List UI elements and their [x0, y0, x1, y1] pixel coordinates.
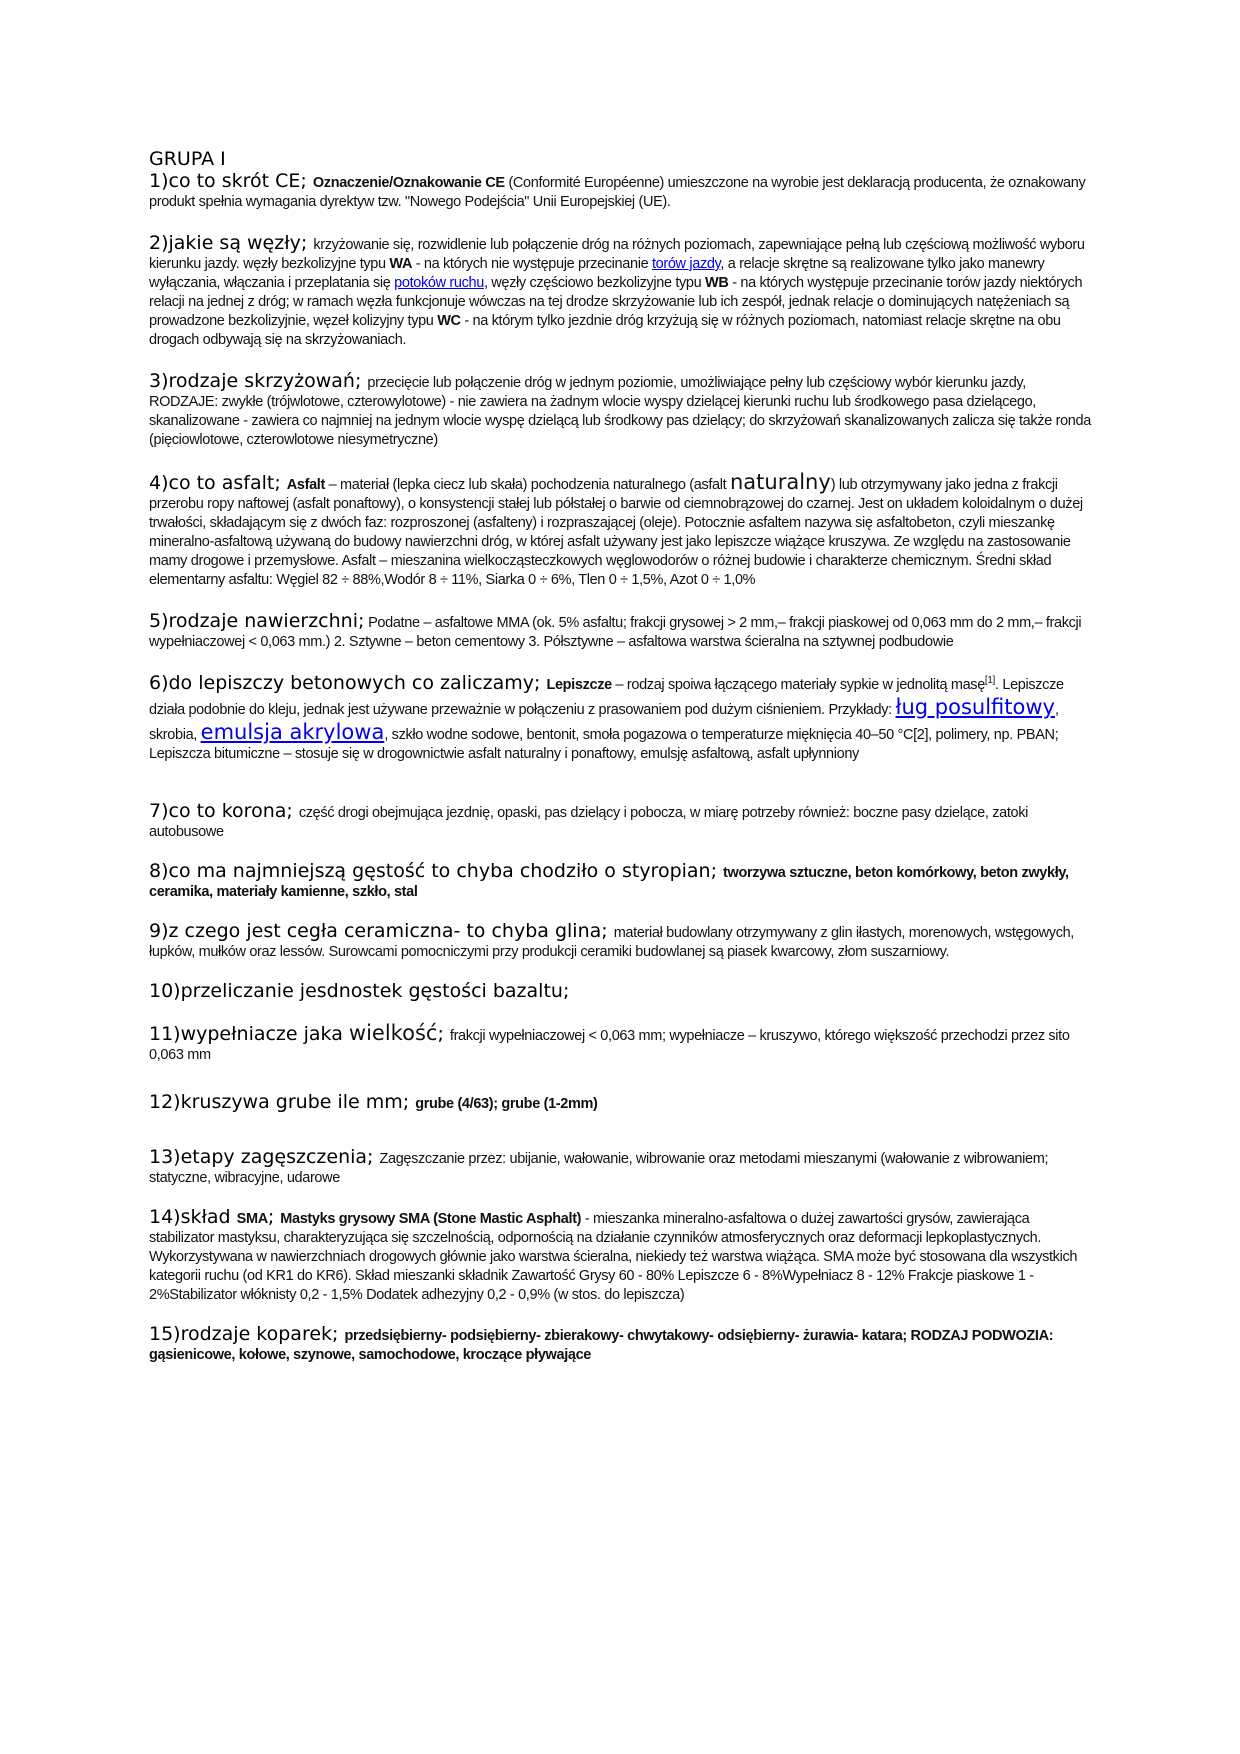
- question-heading: 2)jakie są węzły;: [149, 232, 314, 254]
- answer-text: ) lub otrzymywany jako jedna z frakcji przerobu ropy naftowej (asfalt ponaftowy), o konsystencji stałej lub półstałej o barwie od ciemnobrązowej do czarnej. Jest on układem koloidalnym o dużej trwałości, składającym się z dwóch faz: rozproszonej (asfalteny) i rozpraszającej (oleje). Potocznie asfaltem nazywa się asfaltobeton, czyli mieszankę mineralno-asfaltową używaną do budowy nawierzchni dróg, w której asfalt używany jest jako lepiszcze wiążące kruszywa. Ze względu na zastosowanie mamy drogowe i przemysłowe. Asfalt – mieszanina wielkocząsteczkowych węglowodorów o różnej budowie i charakterze chemicznym. Średni skład elementarny asfaltu: Węgiel 82 ÷ 88%,Wodór 8 ÷ 11%, Siarka 0 ÷ 6%, Tlen 0 ÷ 1,5%, Azot 0 ÷ 1,0%: [149, 477, 1083, 588]
- answer-text: - na którym tylko jezdnie dróg krzyżują się w różnych poziomach, natomiast relacje skrętne na obu drogach odbywają się na skrzyżowaniach.: [149, 313, 1061, 348]
- answer-text: , a relacje skrętne są realizowane tylko jako manewry wyłączania, włączania i przeplatania się: [149, 256, 1045, 291]
- question-14: [149, 1206, 1094, 1305]
- document-title: GRUPA I: [149, 148, 226, 170]
- question-heading: 9)z czego jest cegła ceramiczna- to chyba glina;: [149, 920, 614, 942]
- question-heading: 3)rodzaje skrzyżowań;: [149, 370, 368, 392]
- answer-text: przedsiębierny- podsiębierny- zbierakowy- chwytakowy- odsiębierny- żurawia- katara; RODZAJ PODWOZIA: gąsienicowe, kołowe, szynowe, samochodowe, kroczące pływające: [149, 1328, 1054, 1363]
- answer-text: przecięcie lub połączenie dróg w jednym poziomie, umożliwiające pełny lub częściowy wybór kierunku jazdy, RODZAJE: zwykłe (trójwlotowe, czterowylotowe) - nie zawiera na żadnym wlocie wyspy dzielącej kierunki ruchu lub środkowego pasa dzielącego, skanalizowane - zawiera co najmniej na jednym wlocie wyspę dzielącą lub środkowy pas dzielący; do skrzyżowań skanalizowanych zalicza się także ronda (pięciowlotowe, czterowlotowe niesymetryczne): [149, 375, 1091, 448]
- question-13: [149, 1146, 1094, 1188]
- question-4: [149, 470, 1094, 590]
- question-2: [149, 232, 1094, 350]
- answer-text: WC: [437, 313, 461, 329]
- question-9: [149, 920, 1094, 962]
- answer-text: , węzły częściowo bezkolizyjne typu: [483, 275, 706, 291]
- question-6: [149, 672, 1094, 764]
- answer-text: - na których nie występuje przecinanie: [412, 256, 652, 272]
- answer-text: krzyżowanie się, rozwidlenie lub połączenie dróg na różnych poziomach, zapewniające pełną lub częściową możliwość wyboru kierunku jazdy. węzły bezkolizyjne typu: [149, 237, 1085, 272]
- footnote-ref: [1]: [984, 675, 995, 687]
- answer-text: WB: [705, 275, 729, 291]
- answer-text: , szkło wodne sodowe, bentonit, smoła pogazowa o temperaturze mięknięcia 40–50 °C[2], polimery, np. PBAN; Lepiszcza bitumiczne – stosuje się w drogownictwie asfalt naturalny i ponaftowy, emulsję asfaltową, asfalt upłynniony: [149, 727, 1059, 762]
- answer-text: – materiał (lepka ciecz lub skała) pochodzenia naturalnego (asfalt: [324, 477, 730, 493]
- question-heading: 7)co to korona;: [149, 800, 299, 822]
- answer-text: Lepiszcze: [546, 677, 612, 693]
- answer-text: naturalny: [729, 470, 831, 494]
- answer-text: . Lepiszcze działa podobnie do kleju, jednak jest używane przeważnie w połączeniu z prasowaniem pod dużym ciśnieniem. Przykłady:: [149, 677, 1064, 718]
- question-heading: 8)co ma najmniejszą gęstość to chyba chodziło o styropian;: [149, 860, 724, 882]
- hyperlink[interactable]: emulsja akrylowa: [200, 720, 385, 744]
- question-heading: ;: [267, 1206, 281, 1228]
- answer-text: Zagęszczanie przez: ubijanie, wałowanie, wibrowanie oraz metodami mieszanymi (wałowanie z wibrowaniem; statyczne, wibracyjne, udarowe: [149, 1151, 1049, 1186]
- answer-text: część drogi obejmująca jezdnię, opaski, pas dzielący i pobocza, w miarę potrzeby również: boczne pasy dzielące, zatoki autobusowe: [149, 805, 1029, 840]
- question-heading: 13)etapy zagęszczenia;: [149, 1146, 380, 1168]
- answer-text: Mastyks grysowy SMA (Stone Mastic Asphalt): [280, 1211, 582, 1227]
- question-heading: 10)przeliczanie jesdnostek gęstości bazaltu;: [149, 980, 570, 1002]
- answer-text: WA: [389, 256, 413, 272]
- answer-text: grube (4/63); grube (1-2mm): [415, 1096, 598, 1112]
- answer-text: - mieszanka mineralno-asfaltowa o dużej zawartości grysów, zawierająca stabilizator mastyksu, charakteryzująca się szczelnością, odpornością na działanie czynników atmosferycznych oraz deformacji lepkoplastycznych. Wykorzystywana w nawierzchniach drogowych głównie jako warstwa ścieralna, niekiedy też warstwa wiążąca. SMA może być stosowana dla wszystkich kategorii ruchu (od KR1 do KR6). Skład mieszanki składnik Zawartość Grysy 60 - 80% Lepiszcze 6 - 8%Wypełniacz 8 - 12% Frakcje piaskowe 1 - 2%Stabilizator włóknisty 0,2 - 1,5% Dodatek adhezyjny 0,2 - 0,9% (w stos. do lepiszcza): [149, 1211, 1078, 1303]
- answer-text: Asfalt: [286, 477, 325, 493]
- answer-text: wielkość: [348, 1021, 438, 1045]
- question-heading: 11)wypełniacze jaka: [149, 1023, 349, 1045]
- question-5: [149, 610, 1094, 652]
- hyperlink[interactable]: torów jazdy: [651, 256, 721, 272]
- question-heading: 14)skład: [149, 1206, 237, 1228]
- answer-text: materiał budowlany otrzymywany z glin iłastych, morenowych, wstęgowych, łupków, mułków oraz lessów. Surowcami pomocniczymi przy produkcji ceramiki budowlanej są piasek kwarcowy, złom suszarniowy.: [149, 925, 1074, 960]
- question-7: [149, 800, 1094, 842]
- answer-text: frakcji wypełniaczowej < 0,063 mm; wypełniacze – kruszywo, którego większość przechodzi przez sito 0,063 mm: [149, 1028, 1070, 1063]
- hyperlink[interactable]: ług posulfitowy: [895, 695, 1055, 719]
- answer-text: SMA: [236, 1211, 268, 1227]
- question-8: [149, 860, 1094, 902]
- question-15: [149, 1323, 1094, 1365]
- question-heading: 4)co to asfalt;: [149, 472, 287, 494]
- answer-text: – rodzaj spoiwa łączącego materiały sypkie w jednolitą masę: [611, 677, 985, 693]
- question-list: [149, 148, 1094, 1365]
- question-heading: 5)rodzaje nawierzchni;: [149, 610, 365, 632]
- question-10: [149, 980, 1094, 1003]
- answer-text: - na których występuje przecinanie torów jazdy niektórych relacji na jednej z dróg; w ramach węzła funkcjonuje wówczas na tej drodze skrzyżowanie lub ich zespół, jednak relacje o dominujących natężeniach są prowadzone bezkolizyjnie, węzeł kolizyjny typu: [149, 275, 1083, 329]
- question-11: [149, 1021, 1094, 1065]
- question-heading: 6)do lepiszczy betonowych co zaliczamy;: [149, 672, 547, 694]
- question-heading: 12)kruszywa grube ile mm;: [149, 1091, 416, 1113]
- answer-text: Oznaczenie/Oznakowanie CE: [312, 175, 505, 191]
- question-heading: 15)rodzaje koparek;: [149, 1323, 345, 1345]
- answer-text: , skrobia,: [149, 702, 1059, 743]
- question-heading: 1)co to skrót CE;: [149, 170, 313, 192]
- hyperlink[interactable]: potoków ruchu: [394, 275, 484, 291]
- question-12: [149, 1091, 1094, 1114]
- question-heading: ;: [437, 1023, 450, 1045]
- question-3: [149, 370, 1094, 450]
- answer-text: (Conformité Européenne) umieszczone na wyrobie jest deklaracją producenta, że oznakowany produkt spełnia wymagania dyrektyw tzw. "Nowego Podejścia" Unii Europejskiej (UE).: [149, 175, 1086, 210]
- answer-text: tworzywa sztuczne, beton komórkowy, beton zwykły, ceramika, materiały kamienne, szkło, stal: [149, 865, 1069, 900]
- answer-text: Podatne – asfaltowe MMA (ok. 5% asfaltu; frakcji grysowej > 2 mm,– frakcji piaskowej od 0,063 mm do 2 mm,– frakcji wypełniaczowej < 0,063 mm.) 2. Sztywne – beton cementowy 3. Półsztywne – asfaltowa warstwa ścieralna na sztywnej podbudowie: [149, 615, 1082, 650]
- question-1: [149, 170, 1094, 212]
